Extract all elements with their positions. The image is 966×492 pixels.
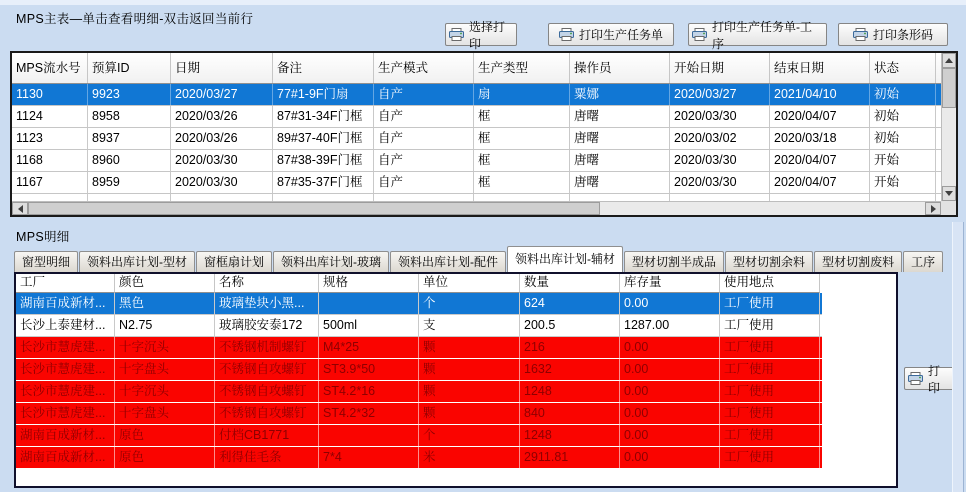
mps-master-table — [10, 51, 958, 217]
column-header[interactable] — [319, 274, 419, 293]
column-header-label: 预算ID — [92, 60, 130, 75]
master-grid-caption: MPS主表—单击查看明细-双击返回当前行 — [16, 12, 254, 26]
cell-status: 开始 — [870, 150, 936, 171]
column-header-label: 生产类型 — [478, 60, 529, 75]
cell-end-date: 2020/03/18 — [770, 128, 870, 149]
detail-tab[interactable] — [273, 251, 389, 272]
cell-date: 2020/03/30 — [171, 172, 273, 193]
cell-operator: 唐曙 — [570, 150, 670, 171]
cell-usage-place: 工厂使用 — [720, 403, 820, 424]
column-header-label: 生产模式 — [378, 60, 429, 75]
cell-name: 不锈钢机制螺钉 — [215, 337, 319, 358]
cell-stock: 0.00 — [620, 425, 720, 446]
cell-start-date: 2020/03/30 — [670, 150, 770, 171]
cell-operator: 粟娜 — [570, 84, 670, 105]
cell-clipped — [670, 194, 770, 201]
table-row[interactable] — [16, 293, 822, 315]
column-header[interactable] — [115, 274, 215, 293]
detail-tab[interactable] — [507, 246, 623, 272]
button-label: 打印条形码 — [872, 28, 933, 42]
cell-budget-id: 8958 — [88, 106, 171, 127]
horizontal-scrollbar[interactable] — [12, 201, 941, 215]
detail-table-body — [16, 293, 896, 469]
column-header[interactable] — [620, 274, 720, 293]
cell-unit: 支 — [419, 315, 520, 336]
cell-spec — [319, 293, 419, 314]
detail-tab[interactable] — [390, 251, 506, 272]
cell-quantity: 840 — [520, 403, 620, 424]
cell-factory: 湖南百成新材... — [16, 293, 115, 314]
cell-production-type: 框 — [474, 128, 570, 149]
cell-quantity: 1632 — [520, 359, 620, 380]
cell-color: 十字盘头 — [115, 359, 215, 380]
table-row[interactable] — [16, 315, 822, 337]
cell-unit: 个 — [419, 425, 520, 446]
cell-clipped — [770, 194, 870, 201]
cell-end-date: 2020/04/07 — [770, 106, 870, 127]
column-header[interactable] — [374, 53, 474, 83]
cell-start-date: 2020/03/30 — [670, 172, 770, 193]
cell-date: 2020/03/30 — [171, 150, 273, 171]
cell-stock: 0.00 — [620, 359, 720, 380]
button-label: 打印 — [928, 363, 941, 395]
printer-icon — [853, 28, 868, 41]
cell-name: 利得佳毛条 — [215, 447, 319, 468]
column-header[interactable] — [570, 53, 670, 83]
cell-factory: 长沙市慧虎建... — [16, 403, 115, 424]
cell-clipped — [171, 194, 273, 201]
cell-mps-serial: 1167 — [12, 172, 88, 193]
cell-color: 十字盘头 — [115, 403, 215, 424]
column-header[interactable] — [12, 53, 88, 83]
cell-production-type: 框 — [474, 172, 570, 193]
cell-start-date: 2020/03/02 — [670, 128, 770, 149]
cell-end-date: 2020/04/07 — [770, 150, 870, 171]
cell-unit: 个 — [419, 293, 520, 314]
cell-budget-id: 9923 — [88, 84, 171, 105]
scroll-right-button[interactable] — [925, 202, 941, 215]
select-print-button[interactable] — [445, 19, 517, 51]
detail-tabs — [14, 246, 944, 272]
cell-mps-serial: 1130 — [12, 84, 88, 105]
cell-unit: 米 — [419, 447, 520, 468]
cell-clipped — [374, 194, 474, 201]
detail-tab[interactable] — [903, 251, 943, 272]
cell-color: 十字沉头 — [115, 337, 215, 358]
cell-remark: 77#1-9F门扇 — [273, 84, 374, 105]
cell-color: 原色 — [115, 447, 215, 468]
print-production-task-button[interactable] — [548, 23, 674, 46]
column-header-label: 颜色 — [119, 275, 145, 289]
cell-spec: ST4.2*32 — [319, 403, 419, 424]
cell-production-mode: 自产 — [374, 84, 474, 105]
table-row[interactable] — [16, 403, 822, 425]
cell-quantity: 624 — [520, 293, 620, 314]
cell-remark: 87#35-37F门框 — [273, 172, 374, 193]
column-header-label: 开始日期 — [674, 60, 725, 75]
column-header-label: 操作员 — [574, 60, 612, 75]
cell-name: 不锈钢自攻螺钉 — [215, 403, 319, 424]
cell-status: 初始 — [870, 128, 936, 149]
cell-stock: 0.00 — [620, 381, 720, 402]
printer-icon — [692, 28, 707, 41]
tab-label: 领料出库计划-型材 — [87, 255, 188, 269]
cell-name: 不锈钢自攻螺钉 — [215, 381, 319, 402]
detail-tab[interactable] — [79, 251, 195, 272]
horizontal-scrollbar-thumb[interactable] — [28, 202, 600, 215]
cell-stock: 1287.00 — [620, 315, 720, 336]
cell-color: 十字沉头 — [115, 381, 215, 402]
table-row[interactable] — [12, 106, 941, 128]
column-header-label: 库存量 — [624, 275, 662, 289]
column-header-label: MPS流水号 — [16, 60, 81, 75]
column-header-label: 规格 — [323, 275, 349, 289]
cell-color: 黑色 — [115, 293, 215, 314]
cell-name: 玻璃胶安泰172 — [215, 315, 319, 336]
table-row[interactable] — [12, 172, 941, 194]
detail-tab[interactable] — [725, 251, 813, 272]
cell-clipped — [870, 194, 936, 201]
scrollbar-corner — [941, 201, 956, 215]
print-production-task-process-button[interactable] — [688, 19, 827, 51]
master-table-viewport — [12, 53, 941, 201]
cell-stock: 0.00 — [620, 447, 720, 468]
panel-right-edge — [952, 222, 964, 492]
detail-tab[interactable] — [624, 251, 724, 272]
cell-mps-serial: 1124 — [12, 106, 88, 127]
column-header[interactable] — [720, 274, 820, 293]
scroll-down-button[interactable] — [942, 186, 956, 201]
table-row[interactable] — [16, 381, 822, 403]
cell-budget-id: 8937 — [88, 128, 171, 149]
cell-clipped — [12, 194, 88, 201]
cell-clipped — [273, 194, 374, 201]
cell-clipped — [88, 194, 171, 201]
column-header[interactable] — [670, 53, 770, 83]
cell-budget-id: 8959 — [88, 172, 171, 193]
button-label: 选择打印 — [469, 19, 506, 51]
detail-tab[interactable] — [814, 251, 902, 272]
table-row[interactable] — [16, 337, 822, 359]
cell-name: 付档CB1771 — [215, 425, 319, 446]
cell-usage-place: 工厂使用 — [720, 381, 820, 402]
tab-label: 窗框扇计划 — [204, 255, 265, 269]
column-header-label: 日期 — [175, 60, 201, 75]
cell-start-date: 2020/03/27 — [670, 84, 770, 105]
column-header[interactable] — [419, 274, 520, 293]
cell-status: 初始 — [870, 106, 936, 127]
cell-remark: 87#31-34F门框 — [273, 106, 374, 127]
tab-label: 型材切割余料 — [733, 255, 806, 269]
print-barcode-button[interactable] — [838, 23, 948, 46]
column-header-label: 工厂 — [20, 275, 46, 289]
vertical-scrollbar-thumb[interactable] — [942, 68, 956, 108]
printer-icon — [449, 28, 464, 41]
cell-end-date: 2021/04/10 — [770, 84, 870, 105]
tab-label: 领料出库计划-玻璃 — [281, 255, 382, 269]
cell-quantity: 216 — [520, 337, 620, 358]
cell-clipped — [570, 194, 670, 201]
cell-unit: 颗 — [419, 403, 520, 424]
cell-name: 玻璃垫块小黑... — [215, 293, 319, 314]
printer-icon — [559, 28, 574, 41]
cell-budget-id: 8960 — [88, 150, 171, 171]
cell-production-mode: 自产 — [374, 128, 474, 149]
column-header-label: 名称 — [219, 275, 245, 289]
detail-section-caption: MPS明细 — [16, 230, 70, 244]
detail-tab[interactable] — [196, 251, 272, 272]
cell-spec: 7*4 — [319, 447, 419, 468]
column-header-label: 状态 — [874, 60, 900, 75]
tab-label: 领料出库计划-配件 — [398, 255, 499, 269]
cell-production-type: 扇 — [474, 84, 570, 105]
cell-remark: 89#37-40F门框 — [273, 128, 374, 149]
column-header[interactable] — [215, 274, 319, 293]
cell-factory: 湖南百成新材... — [16, 425, 115, 446]
cell-quantity: 1248 — [520, 381, 620, 402]
master-table-body — [12, 84, 941, 194]
cell-operator: 唐曙 — [570, 106, 670, 127]
cell-spec: M4*25 — [319, 337, 419, 358]
column-header[interactable] — [88, 53, 171, 83]
column-header-label: 单位 — [423, 275, 449, 289]
tab-label: 工序 — [911, 255, 936, 269]
cell-production-mode: 自产 — [374, 106, 474, 127]
column-header[interactable] — [16, 274, 115, 293]
cell-production-type: 框 — [474, 106, 570, 127]
table-row-clipped — [12, 194, 941, 201]
table-row[interactable] — [12, 150, 941, 172]
cell-usage-place: 工厂使用 — [720, 315, 820, 336]
cell-quantity: 2911.81 — [520, 447, 620, 468]
cell-unit: 颗 — [419, 337, 520, 358]
cell-production-type: 框 — [474, 150, 570, 171]
cell-remark: 87#38-39F门框 — [273, 150, 374, 171]
column-header-label: 数量 — [524, 275, 550, 289]
cell-stock: 0.00 — [620, 403, 720, 424]
cell-unit: 颗 — [419, 381, 520, 402]
cell-name: 不锈钢自攻螺钉 — [215, 359, 319, 380]
cell-factory: 长沙上泰建材... — [16, 315, 115, 336]
cell-operator: 唐曙 — [570, 172, 670, 193]
cell-stock: 0.00 — [620, 337, 720, 358]
column-header-label: 结束日期 — [774, 60, 825, 75]
cell-date: 2020/03/26 — [171, 106, 273, 127]
cell-date: 2020/03/27 — [171, 84, 273, 105]
cell-quantity: 1248 — [520, 425, 620, 446]
scroll-left-button[interactable] — [12, 202, 28, 215]
detail-tab[interactable] — [14, 251, 78, 272]
cell-color: N2.75 — [115, 315, 215, 336]
cell-stock: 0.00 — [620, 293, 720, 314]
window-top-edge — [0, 0, 966, 5]
button-label: 打印生产任务单 — [578, 28, 663, 42]
column-header[interactable] — [520, 274, 620, 293]
cell-status: 初始 — [870, 84, 936, 105]
column-header[interactable] — [770, 53, 870, 83]
cell-spec: 500ml — [319, 315, 419, 336]
cell-spec: ST3.9*50 — [319, 359, 419, 380]
column-header[interactable] — [273, 53, 374, 83]
cell-unit: 颗 — [419, 359, 520, 380]
column-header[interactable] — [474, 53, 570, 83]
scroll-up-button[interactable] — [942, 53, 956, 68]
table-row[interactable] — [12, 84, 941, 106]
cell-usage-place: 工厂使用 — [720, 359, 820, 380]
table-row[interactable] — [12, 128, 941, 150]
column-header-label: 备注 — [277, 60, 303, 75]
tab-label: 窗型明细 — [22, 255, 71, 269]
mps-detail-table — [14, 272, 898, 488]
cell-date: 2020/03/26 — [171, 128, 273, 149]
cell-usage-place: 工厂使用 — [720, 337, 820, 358]
vertical-scrollbar[interactable] — [941, 53, 956, 201]
table-row[interactable] — [16, 447, 822, 469]
button-label: 打印生产任务单-工序 — [712, 19, 812, 51]
cell-factory: 湖南百成新材... — [16, 447, 115, 468]
detail-table-header — [16, 274, 896, 293]
cell-spec — [319, 425, 419, 446]
cell-factory: 长沙市慧虎建... — [16, 337, 115, 358]
printer-icon — [908, 372, 923, 385]
cell-usage-place: 工厂使用 — [720, 293, 820, 314]
cell-end-date: 2020/04/07 — [770, 172, 870, 193]
cell-start-date: 2020/03/30 — [670, 106, 770, 127]
cell-usage-place: 工厂使用 — [720, 425, 820, 446]
cell-status: 开始 — [870, 172, 936, 193]
cell-factory: 长沙市慧虎建... — [16, 359, 115, 380]
cell-operator: 唐曙 — [570, 128, 670, 149]
print-button[interactable] — [904, 363, 954, 395]
cell-quantity: 200.5 — [520, 315, 620, 336]
tab-label: 领料出库计划-辅材 — [515, 252, 616, 266]
column-header[interactable] — [171, 53, 273, 83]
cell-production-mode: 自产 — [374, 150, 474, 171]
cell-spec: ST4.2*16 — [319, 381, 419, 402]
cell-color: 原色 — [115, 425, 215, 446]
tab-label: 型材切割半成品 — [632, 255, 717, 269]
cell-factory: 长沙市慧虎建... — [16, 381, 115, 402]
cell-production-mode: 自产 — [374, 172, 474, 193]
column-header-label: 使用地点 — [724, 275, 775, 289]
tab-label: 型材切割废料 — [822, 255, 895, 269]
table-row[interactable] — [16, 425, 822, 447]
table-row[interactable] — [16, 359, 822, 381]
cell-mps-serial: 1168 — [12, 150, 88, 171]
column-header[interactable] — [870, 53, 936, 83]
cell-clipped — [474, 194, 570, 201]
cell-mps-serial: 1123 — [12, 128, 88, 149]
cell-usage-place: 工厂使用 — [720, 447, 820, 468]
master-table-header — [12, 53, 941, 84]
